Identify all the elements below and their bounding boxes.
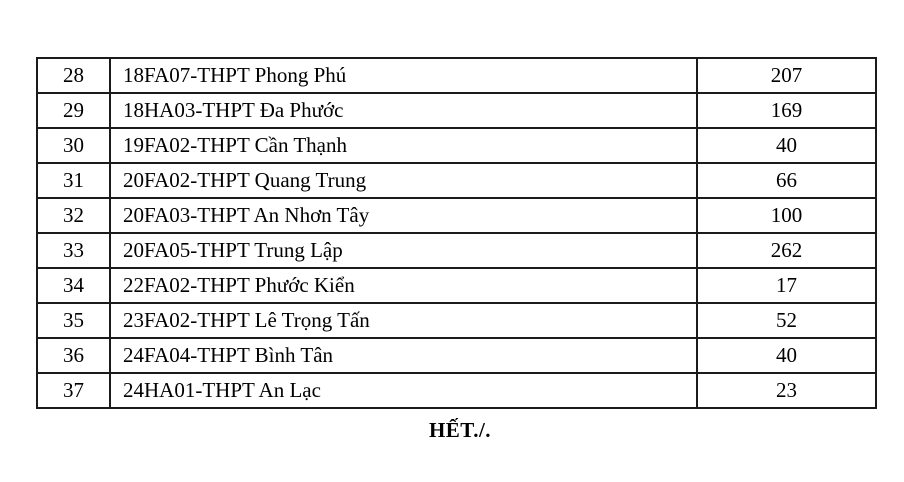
school-name-cell: 20FA03-THPT An Nhơn Tây bbox=[110, 198, 697, 233]
count-cell: 52 bbox=[697, 303, 876, 338]
school-name-cell: 19FA02-THPT Cần Thạnh bbox=[110, 128, 697, 163]
row-number-cell: 33 bbox=[37, 233, 110, 268]
schools-table bbox=[36, 57, 877, 409]
count-cell: 207 bbox=[697, 58, 876, 93]
table-row bbox=[37, 233, 876, 268]
row-number-cell: 28 bbox=[37, 58, 110, 93]
row-number-cell: 34 bbox=[37, 268, 110, 303]
row-number-cell: 35 bbox=[37, 303, 110, 338]
table-row bbox=[37, 198, 876, 233]
table-row bbox=[37, 303, 876, 338]
count-cell: 169 bbox=[697, 93, 876, 128]
school-name-cell: 20FA05-THPT Trung Lập bbox=[110, 233, 697, 268]
table-row bbox=[37, 163, 876, 198]
table-row bbox=[37, 268, 876, 303]
row-number-cell: 30 bbox=[37, 128, 110, 163]
school-name-cell: 24HA01-THPT An Lạc bbox=[110, 373, 697, 408]
count-cell: 40 bbox=[697, 128, 876, 163]
school-name-cell: 18FA07-THPT Phong Phú bbox=[110, 58, 697, 93]
row-number-cell: 36 bbox=[37, 338, 110, 373]
table-row bbox=[37, 58, 876, 93]
school-name-cell: 23FA02-THPT Lê Trọng Tấn bbox=[110, 303, 697, 338]
table-row bbox=[37, 373, 876, 408]
school-name-cell: 18HA03-THPT Đa Phước bbox=[110, 93, 697, 128]
count-cell: 40 bbox=[697, 338, 876, 373]
schools-table-body bbox=[37, 58, 876, 408]
row-number-cell: 29 bbox=[37, 93, 110, 128]
count-cell: 23 bbox=[697, 373, 876, 408]
school-name-cell: 22FA02-THPT Phước Kiển bbox=[110, 268, 697, 303]
table-row bbox=[37, 128, 876, 163]
row-number-cell: 37 bbox=[37, 373, 110, 408]
table-row bbox=[37, 93, 876, 128]
count-cell: 66 bbox=[697, 163, 876, 198]
count-cell: 17 bbox=[697, 268, 876, 303]
row-number-cell: 31 bbox=[37, 163, 110, 198]
row-number-cell: 32 bbox=[37, 198, 110, 233]
school-name-cell: 24FA04-THPT Bình Tân bbox=[110, 338, 697, 373]
count-cell: 262 bbox=[697, 233, 876, 268]
school-name-cell: 20FA02-THPT Quang Trung bbox=[110, 163, 697, 198]
table-row bbox=[37, 338, 876, 373]
count-cell: 100 bbox=[697, 198, 876, 233]
document-end-marker: HẾT./. bbox=[428, 418, 492, 442]
